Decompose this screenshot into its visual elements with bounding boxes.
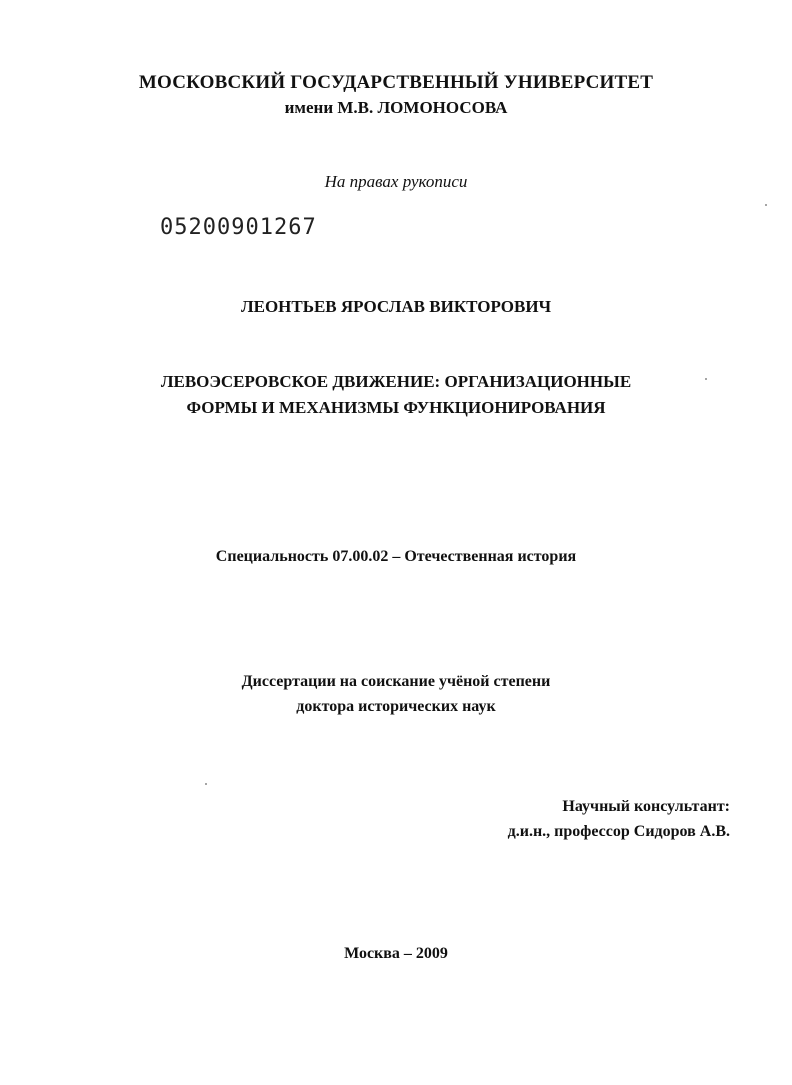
scan-speck: [765, 204, 767, 206]
dissertation-title-line1: ЛЕВОЭСЕРОВСКОЕ ДВИЖЕНИЕ: ОРГАНИЗАЦИОННЫЕ: [160, 372, 632, 391]
university-name: МОСКОВСКИЙ ГОСУДАРСТВЕННЫЙ УНИВЕРСИТЕТ: [138, 72, 654, 93]
stamp-code: 05200901267: [160, 215, 317, 240]
advisor-label: Научный консультант:: [562, 798, 730, 815]
degree-line1: Диссертации на соискание учёной степени: [241, 673, 551, 690]
city-year: Москва – 2009: [344, 945, 448, 962]
degree-line2: доктора исторических наук: [296, 698, 496, 715]
scan-speck: [705, 378, 707, 380]
university-subtitle: имени М.В. ЛОМОНОСОВА: [284, 98, 508, 117]
advisor-name: д.и.н., профессор Сидоров А.В.: [507, 823, 730, 840]
author-name: ЛЕОНТЬЕВ ЯРОСЛАВ ВИКТОРОВИЧ: [240, 297, 552, 316]
scan-speck: [205, 783, 207, 785]
manuscript-note: На правах рукописи: [324, 172, 468, 191]
dissertation-title-line2: ФОРМЫ И МЕХАНИЗМЫ ФУНКЦИОНИРОВАНИЯ: [186, 398, 606, 417]
specialty: Специальность 07.00.02 – Отечественная история: [215, 548, 577, 565]
